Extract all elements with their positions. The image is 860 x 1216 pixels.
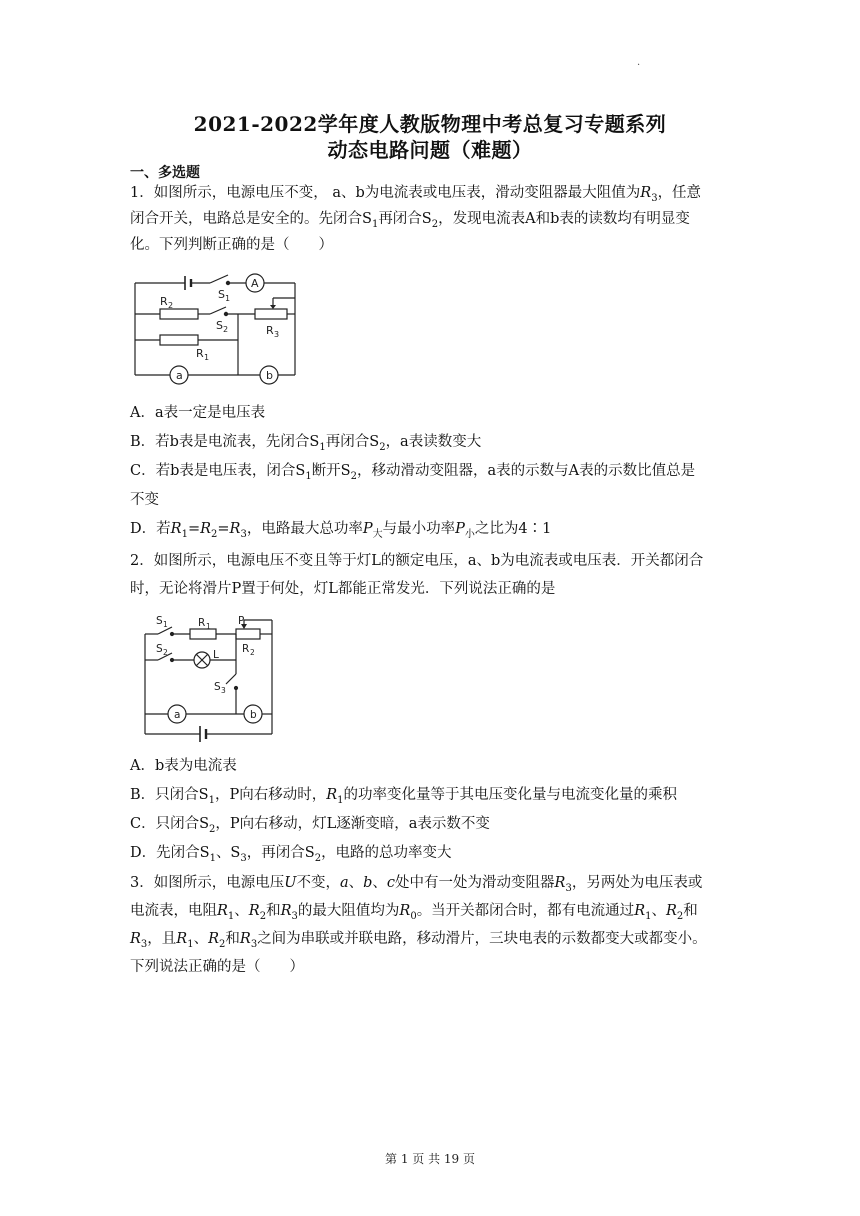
q1-line3: 化。下列判断正确的是（ ）: [130, 237, 333, 253]
svg-text:S: S: [218, 288, 225, 301]
svg-text:R: R: [196, 347, 204, 360]
svg-text:1: 1: [204, 353, 210, 362]
page-footer: 第 1 页 共 19 页: [385, 1152, 475, 1166]
svg-text:1: 1: [206, 622, 211, 631]
q1-circuit-diagram: [130, 268, 305, 392]
svg-text:S: S: [216, 319, 223, 332]
svg-text:S: S: [214, 681, 221, 693]
q2-option-a: A．b表为电流表: [130, 758, 237, 774]
svg-text:1: 1: [225, 294, 231, 303]
svg-text:1: 1: [163, 620, 168, 629]
q3-line3: $R_3$，且$R_1$、$R_2$和$R_3$之间为串联或并联电路，移动滑片，三块电表的示数都变大或都变小。: [130, 931, 707, 950]
svg-text:2: 2: [250, 648, 255, 657]
svg-text:L: L: [213, 649, 219, 661]
q1-option-d: D．若$R_1=R_2=R_3$，电路最大总功率$P_大$与最小功率$P_小$之比为4∶1: [130, 521, 552, 540]
q3-line4: 下列说法正确的是（ ）: [130, 959, 304, 975]
svg-text:R: R: [198, 617, 206, 629]
svg-text:S: S: [156, 643, 163, 655]
q1-line1: 1．如图所示，电源电压不变， a、b为电流表或电压表，滑动变阻器最大阻值为$R_3$，任意: [130, 185, 702, 204]
q2-option-b: B．只闭合$S_1$，P向右移动时，$R_1$的功率变化量等于其电压变化量与电流变化量的乘积: [130, 787, 678, 806]
svg-text:a: a: [174, 709, 181, 721]
q1-option-b: B．若b表是电流表，先闭合$S_1$再闭合$S_2$，a表读数变大: [130, 434, 482, 453]
svg-text:A: A: [251, 277, 259, 290]
svg-text:R: R: [266, 324, 274, 337]
svg-text:b: b: [250, 709, 257, 721]
svg-text:3: 3: [221, 686, 226, 695]
q2-line1: 2．如图所示，电源电压不变且等于灯L的额定电压，a、b为电流表或电压表．开关都闭合: [130, 553, 704, 569]
svg-text:S: S: [156, 615, 163, 627]
document-page: · 2021-2022学年度人教版物理中考总复习专题系列 动态电路问题（难题） 一、多选题 1．如图所示，电源电压不变， a、b为电流表或电压表，滑动变阻器最大阻值为$R_3$，任意 闭合开关，电路总是安全的。先闭合$S_1$再闭合$S_2$，发现电流表A和b表的读数均有明显变 化。下列判断正确的是（ ） A S 1 R 2 S 2 R 3 R 1 a b A．a表一定是电压表 B．若b表是电流表，先闭合$S_1$再闭合$S_2$，a表读数变大 C．若b表是电压表，闭合$S_1$断开$S_2$，移动滑动变阻器，a表的示数与A表的示数比值总是 不变 D．若$R_1=R_2=R_3$，电路最大总功率$P_大$与最小功率$P_小$之比为4∶1 2．如图所示，电源电压不变且等于灯L的额定电压，a、b为电流表或电压表．开关都闭合 时，无论将滑片P置于何处，灯L都能正常发光．下列说法正确的是 S 1 R 1 P R 2 S 2 L S 3 a b A．b表为电流表 B．只闭合$S_1$，P向右移动时，$R_1$的功率变化量等于其电压变化量与电流变化量的乘积 C．只闭合$S_2$，P向右移动，灯L逐渐变暗，a表示数不变 D．先闭合$S_1$、$S_3$，再闭合$S_2$，电路的总功率变大 3．如图所示，电源电压U不变，a、b、c处中有一处为滑动变阻器$R_3$，另两处为电压表或 电流表，电阻$R_1$、$R_2$和$R_3$的最大阻值均为$R_0$。当开关都闭合时，都有电流通过$R_1$、$R_2$和 $R_3$，且$R_1$、$R_2$和$R_3$之间为串联或并联电路，移动滑片，三块电表的示数都变大或都变小。 下列说法正确的是（ ） 第 1 页 共 19 页: [0, 0, 860, 1216]
q3-line1: 3．如图所示，电源电压U不变，a、b、c处中有一处为滑动变阻器$R_3$，另两处为电压表或: [130, 875, 703, 894]
q1-option-c: C．若b表是电压表，闭合$S_1$断开$S_2$，移动滑动变阻器，a表的示数与A表的示数比值总是: [130, 463, 696, 482]
svg-text:3: 3: [274, 330, 280, 339]
svg-text:2: 2: [163, 648, 168, 657]
q2-option-d: D．先闭合$S_1$、$S_3$，再闭合$S_2$，电路的总功率变大: [130, 845, 452, 864]
q2-line2: 时，无论将滑片P置于何处，灯L都能正常发光．下列说法正确的是: [130, 581, 556, 597]
q2-circuit-diagram: [140, 612, 280, 751]
page-title: 2021-2022学年度人教版物理中考总复习专题系列: [193, 112, 667, 136]
section-heading: 一、多选题: [130, 165, 200, 181]
svg-text:P: P: [238, 615, 245, 627]
svg-text:2: 2: [168, 301, 174, 310]
q1-option-c-cont: 不变: [130, 492, 159, 508]
q3-line2: 电流表，电阻$R_1$、$R_2$和$R_3$的最大阻值均为$R_0$。当开关都闭合时，都有电流通过$R_1$、$R_2$和: [130, 903, 698, 922]
svg-text:R: R: [242, 643, 250, 655]
q1-option-a: A．a表一定是电压表: [130, 405, 266, 421]
svg-text:a: a: [176, 369, 183, 382]
q1-line2: 闭合开关，电路总是安全的。先闭合$S_1$再闭合$S_2$，发现电流表A和b表的读数均有明显变: [130, 211, 690, 230]
svg-text:b: b: [266, 369, 273, 382]
page-subtitle: 动态电路问题（难题）: [327, 138, 533, 162]
svg-text:R: R: [160, 295, 168, 308]
q2-option-c: C．只闭合$S_2$，P向右移动，灯L逐渐变暗，a表示数不变: [130, 816, 490, 835]
svg-text:2: 2: [223, 325, 229, 334]
